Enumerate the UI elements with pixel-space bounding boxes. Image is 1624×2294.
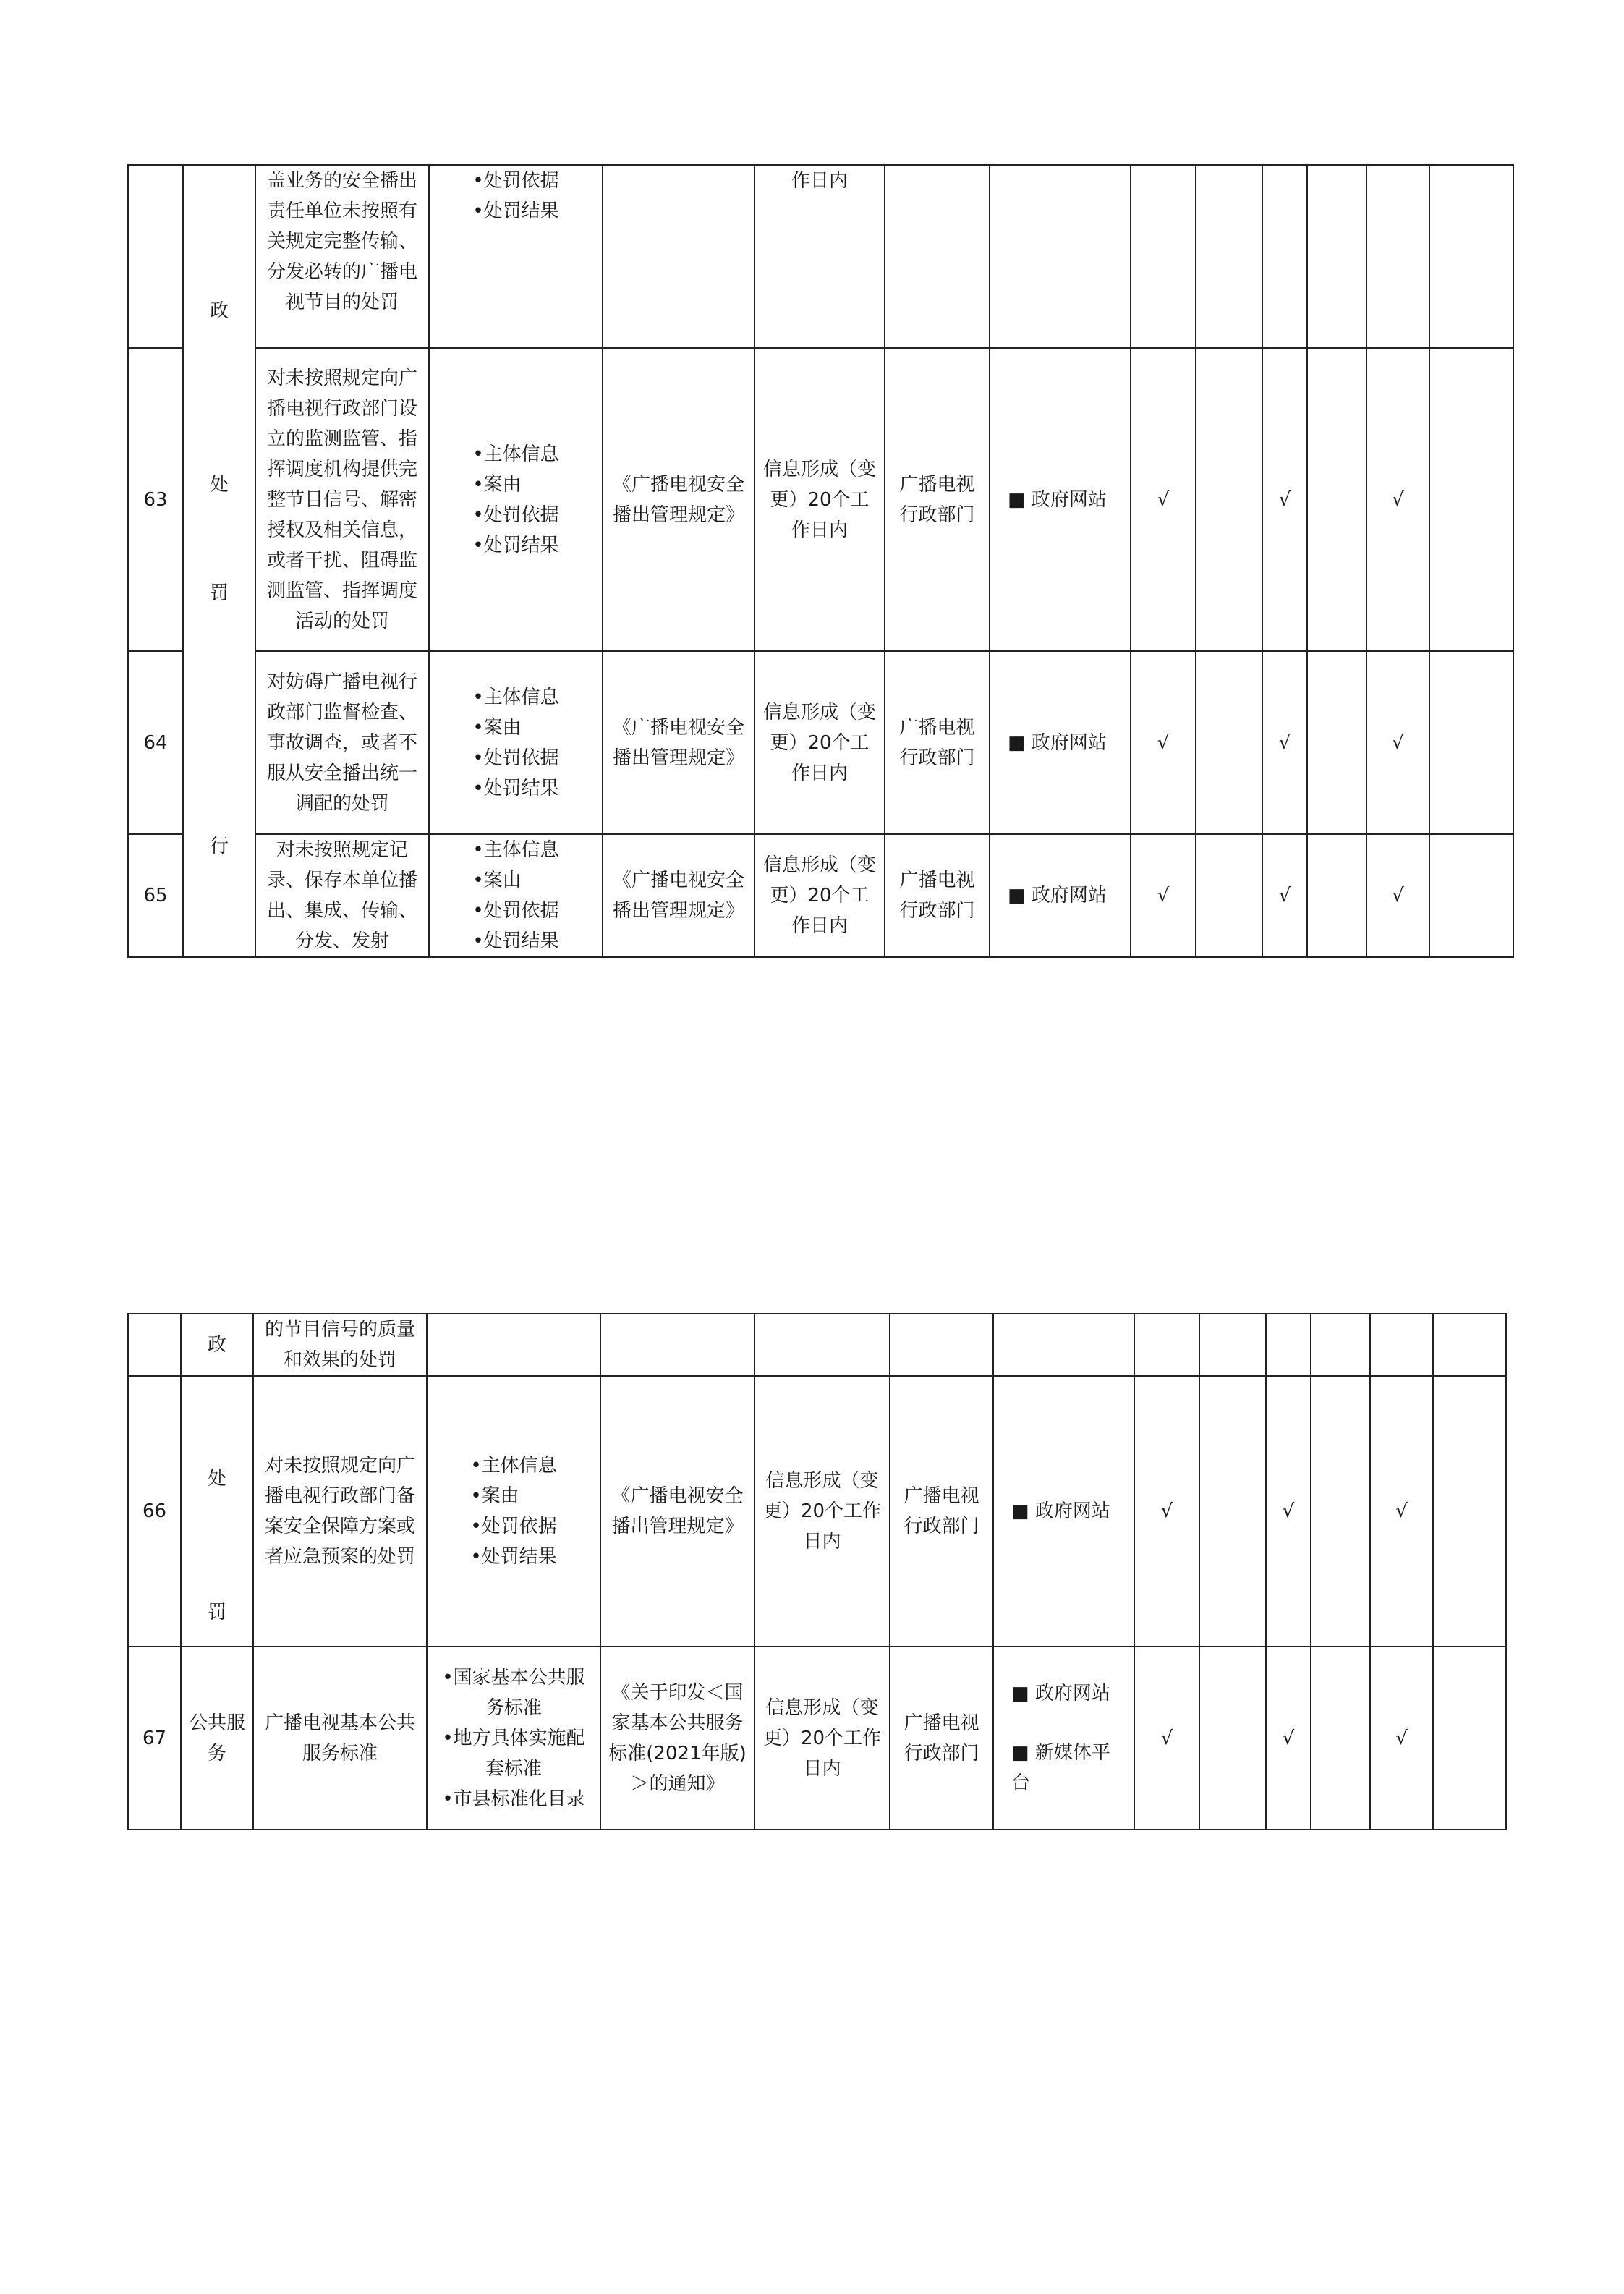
- subject-cell: 广播电视行政部门: [890, 1647, 993, 1830]
- subject-cell: [890, 1314, 993, 1376]
- table-row: [128, 834, 1513, 957]
- mark-cell: [1134, 1314, 1199, 1376]
- category-cell: 公共服务: [181, 1647, 253, 1830]
- check-mark: √: [1370, 1376, 1433, 1647]
- mark-cell: [1429, 834, 1513, 957]
- content-item: •处罚结果: [472, 930, 559, 952]
- item-cell: 对未按照规定向广播电视行政部门设立的监测监管、指挥调度机构提供完整节目信号、解密授权及相关信息，或者干扰、阻碍监测监管、指挥调度活动的处罚: [255, 348, 429, 651]
- mark-cell: [1429, 165, 1513, 348]
- row-number-cell: 64: [128, 651, 183, 834]
- item-cell: 对未按照规定记录、保存本单位播出、集成、传输、分发、发射: [255, 834, 429, 957]
- check-mark: √: [1262, 348, 1307, 651]
- channel-item: ■ 新媒体平台: [1011, 1741, 1110, 1794]
- content-item: •地方具体实施配套标准: [442, 1727, 585, 1780]
- row-number-cell: 65: [128, 834, 183, 957]
- check-mark: √: [1366, 834, 1429, 957]
- mark-cell: [1429, 348, 1513, 651]
- check-mark: √: [1134, 1647, 1199, 1830]
- content-item: •主体信息: [472, 839, 559, 861]
- category-cell: [183, 165, 255, 957]
- table-row: [128, 651, 1513, 834]
- basis-cell: 《关于印发＜国家基本公共服务标准(2021年版)＞的通知》: [600, 1647, 754, 1830]
- item-cell: 的节目信号的质量和效果的处罚: [253, 1314, 427, 1376]
- content-item: •案由: [472, 716, 522, 739]
- basis-cell: 《广播电视安全播出管理规定》: [603, 834, 754, 957]
- content-item: •处罚依据: [472, 747, 559, 769]
- check-mark: √: [1370, 1647, 1433, 1830]
- mark-cell: [1433, 1376, 1506, 1647]
- check-mark: √: [1262, 834, 1307, 957]
- basis-cell: [600, 1314, 754, 1376]
- mark-cell: [1199, 1647, 1266, 1830]
- subject-cell: 广播电视行政部门: [885, 348, 990, 651]
- row-number-cell: [128, 165, 183, 348]
- mark-cell: [1262, 165, 1307, 348]
- content-item: •案由: [472, 473, 522, 496]
- mark-cell: [1311, 1376, 1370, 1647]
- content-item: •处罚结果: [472, 534, 559, 556]
- mark-cell: [1307, 348, 1366, 651]
- time-cell: 作日内: [754, 165, 885, 348]
- mark-cell: [1196, 348, 1262, 651]
- row-number-cell: 66: [128, 1376, 181, 1647]
- check-mark: √: [1131, 348, 1196, 651]
- channel-cell: [990, 165, 1131, 348]
- content-item: •处罚依据: [472, 900, 559, 922]
- item-cell: 对未按照规定向广播电视行政部门备案安全保障方案或者应急预案的处罚: [253, 1376, 427, 1647]
- mark-cell: [1196, 165, 1262, 348]
- mark-cell: [1196, 651, 1262, 834]
- disclosure-table-1: [127, 164, 1514, 958]
- mark-cell: [1199, 1314, 1266, 1376]
- category-char: 处: [207, 1468, 226, 1490]
- basis-cell: 《广播电视安全播出管理规定》: [603, 651, 754, 834]
- time-cell: 信息形成（变更）20个工作日内: [754, 834, 885, 957]
- table-row: [128, 348, 1513, 651]
- content-item: •处罚结果: [472, 777, 559, 799]
- mark-cell: [1433, 1647, 1506, 1830]
- check-mark: √: [1131, 651, 1196, 834]
- mark-cell: [1307, 165, 1366, 348]
- row-number-cell: [128, 1314, 181, 1376]
- check-mark: √: [1366, 348, 1429, 651]
- mark-cell: [1429, 651, 1513, 834]
- check-mark: √: [1366, 651, 1429, 834]
- mark-cell: [1433, 1314, 1506, 1376]
- time-cell: 信息形成（变更）20个工作日内: [754, 1647, 890, 1830]
- category-cell: 政: [181, 1314, 253, 1376]
- content-item: •主体信息: [470, 1455, 557, 1477]
- category-char: 罚: [207, 1602, 226, 1623]
- check-mark: √: [1134, 1376, 1199, 1647]
- content-item: •主体信息: [472, 686, 559, 708]
- content-item: •主体信息: [472, 443, 559, 465]
- mark-cell: [1370, 1314, 1433, 1376]
- mark-cell: [1307, 651, 1366, 834]
- time-cell: 信息形成（变更）20个工作日内: [754, 1376, 890, 1647]
- mark-cell: [1311, 1314, 1370, 1376]
- time-cell: 信息形成（变更）20个工作日内: [754, 651, 885, 834]
- item-cell: 对妨碍广播电视行政部门监督检查、事故调查，或者不服从安全播出统一调配的处罚: [255, 651, 429, 834]
- basis-cell: 《广播电视安全播出管理规定》: [603, 348, 754, 651]
- content-cell: [427, 1314, 600, 1376]
- content-item: •处罚依据: [472, 170, 559, 192]
- basis-cell: 《广播电视安全播出管理规定》: [600, 1376, 754, 1647]
- row-number-cell: 63: [128, 348, 183, 651]
- table-row: [128, 1376, 1506, 1647]
- category-char: 处: [209, 474, 229, 496]
- subject-cell: 广播电视行政部门: [885, 834, 990, 957]
- subject-cell: 广播电视行政部门: [890, 1376, 993, 1647]
- mark-cell: [1266, 1314, 1311, 1376]
- content-cell: [429, 348, 603, 651]
- content-item: •市县标准化目录: [442, 1788, 585, 1810]
- channel-cell: [993, 1314, 1134, 1376]
- mark-cell: [1131, 165, 1196, 348]
- check-mark: √: [1266, 1376, 1311, 1647]
- channel-item: ■ 政府网站: [1011, 1682, 1110, 1704]
- item-cell: 广播电视基本公共服务标准: [253, 1647, 427, 1830]
- mark-cell: [1307, 834, 1366, 957]
- content-item: •处罚依据: [470, 1516, 557, 1537]
- channel-cell: [993, 1647, 1134, 1830]
- content-item: •案由: [472, 870, 522, 891]
- content-cell: [427, 1376, 600, 1647]
- time-cell: [754, 1314, 890, 1376]
- category-char: 政: [209, 300, 229, 322]
- channel-cell: ■ 政府网站: [993, 1376, 1134, 1647]
- table-row: [128, 1314, 1506, 1376]
- subject-cell: 广播电视行政部门: [885, 651, 990, 834]
- check-mark: √: [1131, 834, 1196, 957]
- basis-cell: [603, 165, 754, 348]
- check-mark: √: [1262, 651, 1307, 834]
- content-item: •处罚结果: [472, 200, 559, 222]
- category-cell: [181, 1376, 253, 1647]
- subject-cell: [885, 165, 990, 348]
- content-cell: [429, 165, 603, 348]
- channel-cell: ■ 政府网站: [990, 834, 1131, 957]
- content-cell: [429, 651, 603, 834]
- time-cell: 信息形成（变更）20个工作日内: [754, 348, 885, 651]
- content-cell: [427, 1647, 600, 1830]
- content-item: •国家基本公共服务标准: [442, 1666, 585, 1719]
- channel-cell: ■ 政府网站: [990, 651, 1131, 834]
- content-cell: [429, 834, 603, 957]
- channel-cell: ■ 政府网站: [990, 348, 1131, 651]
- category-char: 行: [209, 836, 229, 857]
- disclosure-table-2: [127, 1313, 1507, 1830]
- item-cell: 盖业务的安全播出责任单位未按照有关规定完整传输、分发必转的广播电视节目的处罚: [255, 165, 429, 348]
- mark-cell: [1311, 1647, 1370, 1830]
- table-row: [128, 1647, 1506, 1830]
- content-item: •处罚依据: [472, 504, 559, 526]
- table-row: [128, 165, 1513, 348]
- content-item: •案由: [470, 1485, 519, 1507]
- row-number-cell: 67: [128, 1647, 181, 1830]
- category-char: 罚: [209, 582, 229, 604]
- mark-cell: [1366, 165, 1429, 348]
- check-mark: √: [1266, 1647, 1311, 1830]
- content-item: •处罚结果: [470, 1546, 557, 1568]
- mark-cell: [1199, 1376, 1266, 1647]
- mark-cell: [1196, 834, 1262, 957]
